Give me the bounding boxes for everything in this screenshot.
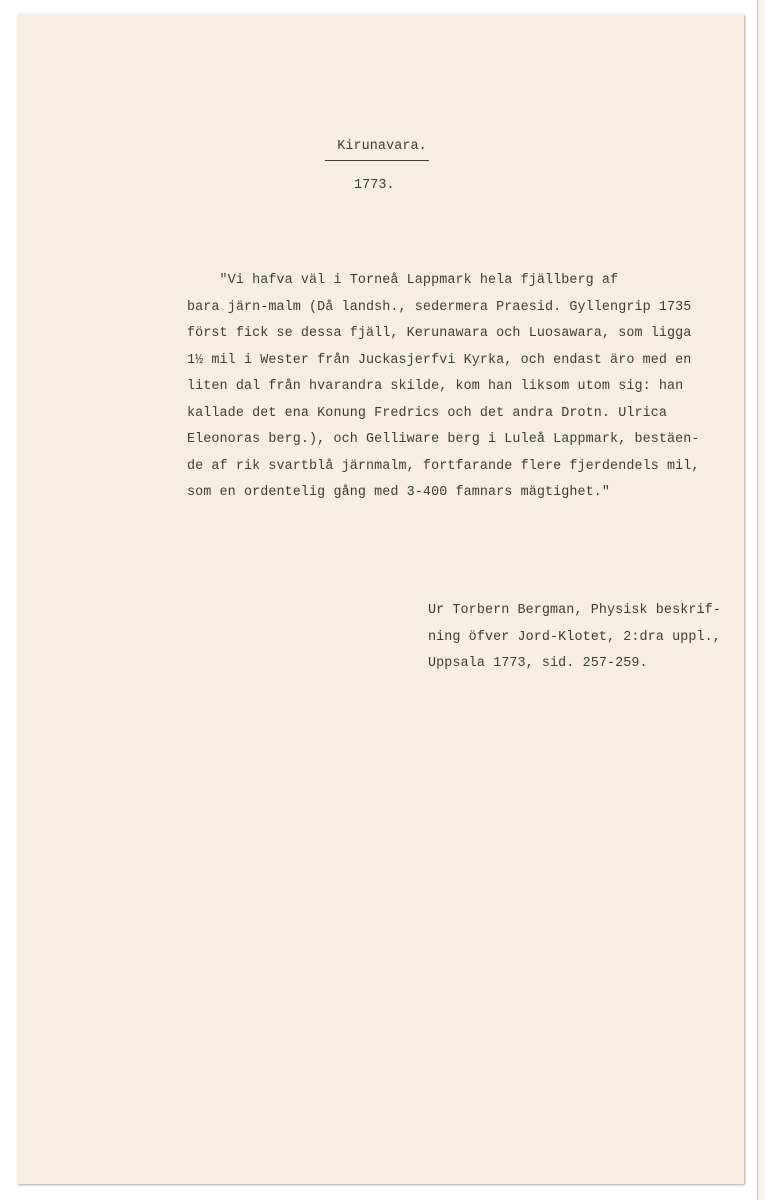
quote-line: "Vi hafva väl i Torneå Lappmark hela fjällberg af — [187, 273, 619, 288]
scan-edge — [757, 0, 765, 1200]
quote-line: de af rik svartblå järnmalm, fortfarande flere fjerdendels mil, — [187, 458, 700, 474]
quote-line: Eleonoras berg.), och Gelliware berg i Luleå Lappmark, bestäen- — [187, 432, 700, 447]
quote-block — [187, 268, 727, 507]
quote-line: kallade det ena Konung Fredrics och det andra Drotn. Ulrica — [187, 405, 668, 421]
quote-line: liten dal från hvarandra skilde, kom han liksom utom sig: han — [187, 379, 684, 394]
quote-line: 1½ mil i Wester från Juckasjerfvi Kyrka, och endast äro med en — [187, 352, 692, 368]
document-page — [17, 14, 744, 1184]
quote-line: bara järn-malm (Då landsh., sedermera Praesid. Gyllengrip 1735 — [187, 299, 692, 315]
quote-line: först fick se dessa fjäll, Kerunawara och Luosawara, som ligga — [187, 326, 692, 341]
quote-line: som en ordentelig gång med 3-400 famnars mägtighet." — [187, 485, 611, 500]
page-title: Kirunavara. — [337, 139, 427, 154]
citation-line: ning öfver Jord-Klotet, 2:dra uppl., — [428, 629, 721, 645]
source-citation — [428, 598, 748, 678]
citation-line: Uppsala 1773, sid. 257-259. — [428, 656, 648, 671]
title-underline — [325, 160, 429, 161]
year-heading: 1773. — [354, 178, 395, 193]
citation-line: Ur Torbern Bergman, Physisk beskrif- — [428, 603, 721, 618]
